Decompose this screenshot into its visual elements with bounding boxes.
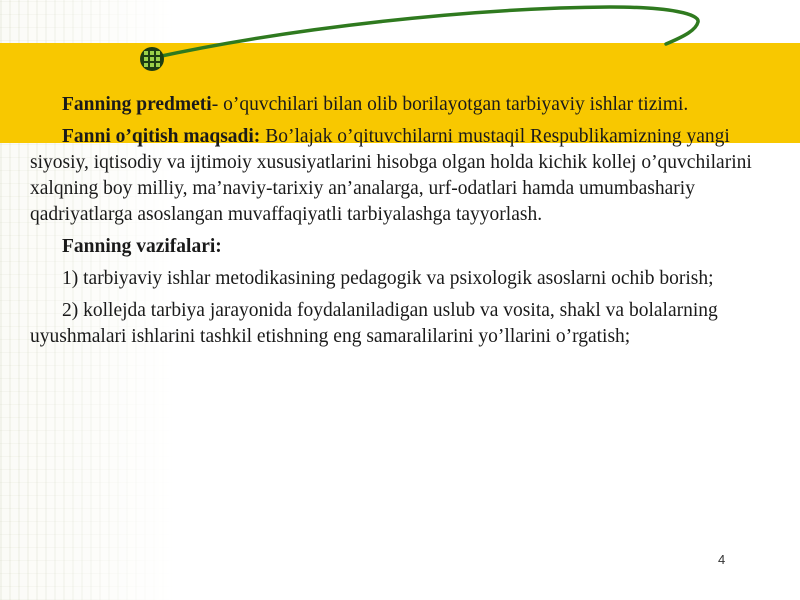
tasks-label: Fanning vazifalari: [62, 236, 222, 257]
page-number: 4 [718, 552, 726, 567]
slide-body [30, 92, 760, 356]
goal-text: Bo’lajak o’qituvchilarni mustaqil Respublikamizning yangi siyosiy, iqtisodiy va ijtimoiy xususiyatlarini hisobga olgan holda kichik kollej o’quvchilarini xalqning boy milliy, ma’naviy-tarixiy an’analarga, urf-odatlari hamda umumbashariy qadriyatlarga asoslangan muvaffaqiyatli tarbiyalashga tayyorlash. [30, 126, 752, 225]
subject-text: - o’quvchilari bilan olib borilayotgan tarbiyaviy ishlar tizimi. [211, 94, 689, 115]
paragraph-subject [30, 92, 760, 118]
goal-label: Fanni o’qitish maqsadi: [62, 126, 261, 147]
paragraph-goal [30, 124, 760, 228]
swoosh-curve [152, 7, 698, 58]
task-2-text: 2) kollejda tarbiya jarayonida foydalaniladigan uslub va vosita, shakl va bolalarning uyushmalari ishlarini tashkil etishning eng samaralilarini yo’llarini o’rgatish; [30, 300, 718, 347]
subject-label: Fanning predmeti [62, 94, 212, 115]
paragraph-tasks-heading [30, 234, 760, 260]
task-1-text: 1) tarbiyaviy ishlar metodikasining pedagogik va psixologik asoslarni ochib borish; [62, 268, 714, 289]
globe-icon [140, 47, 164, 71]
paragraph-task-1 [30, 266, 760, 292]
paragraph-task-2 [30, 298, 760, 350]
